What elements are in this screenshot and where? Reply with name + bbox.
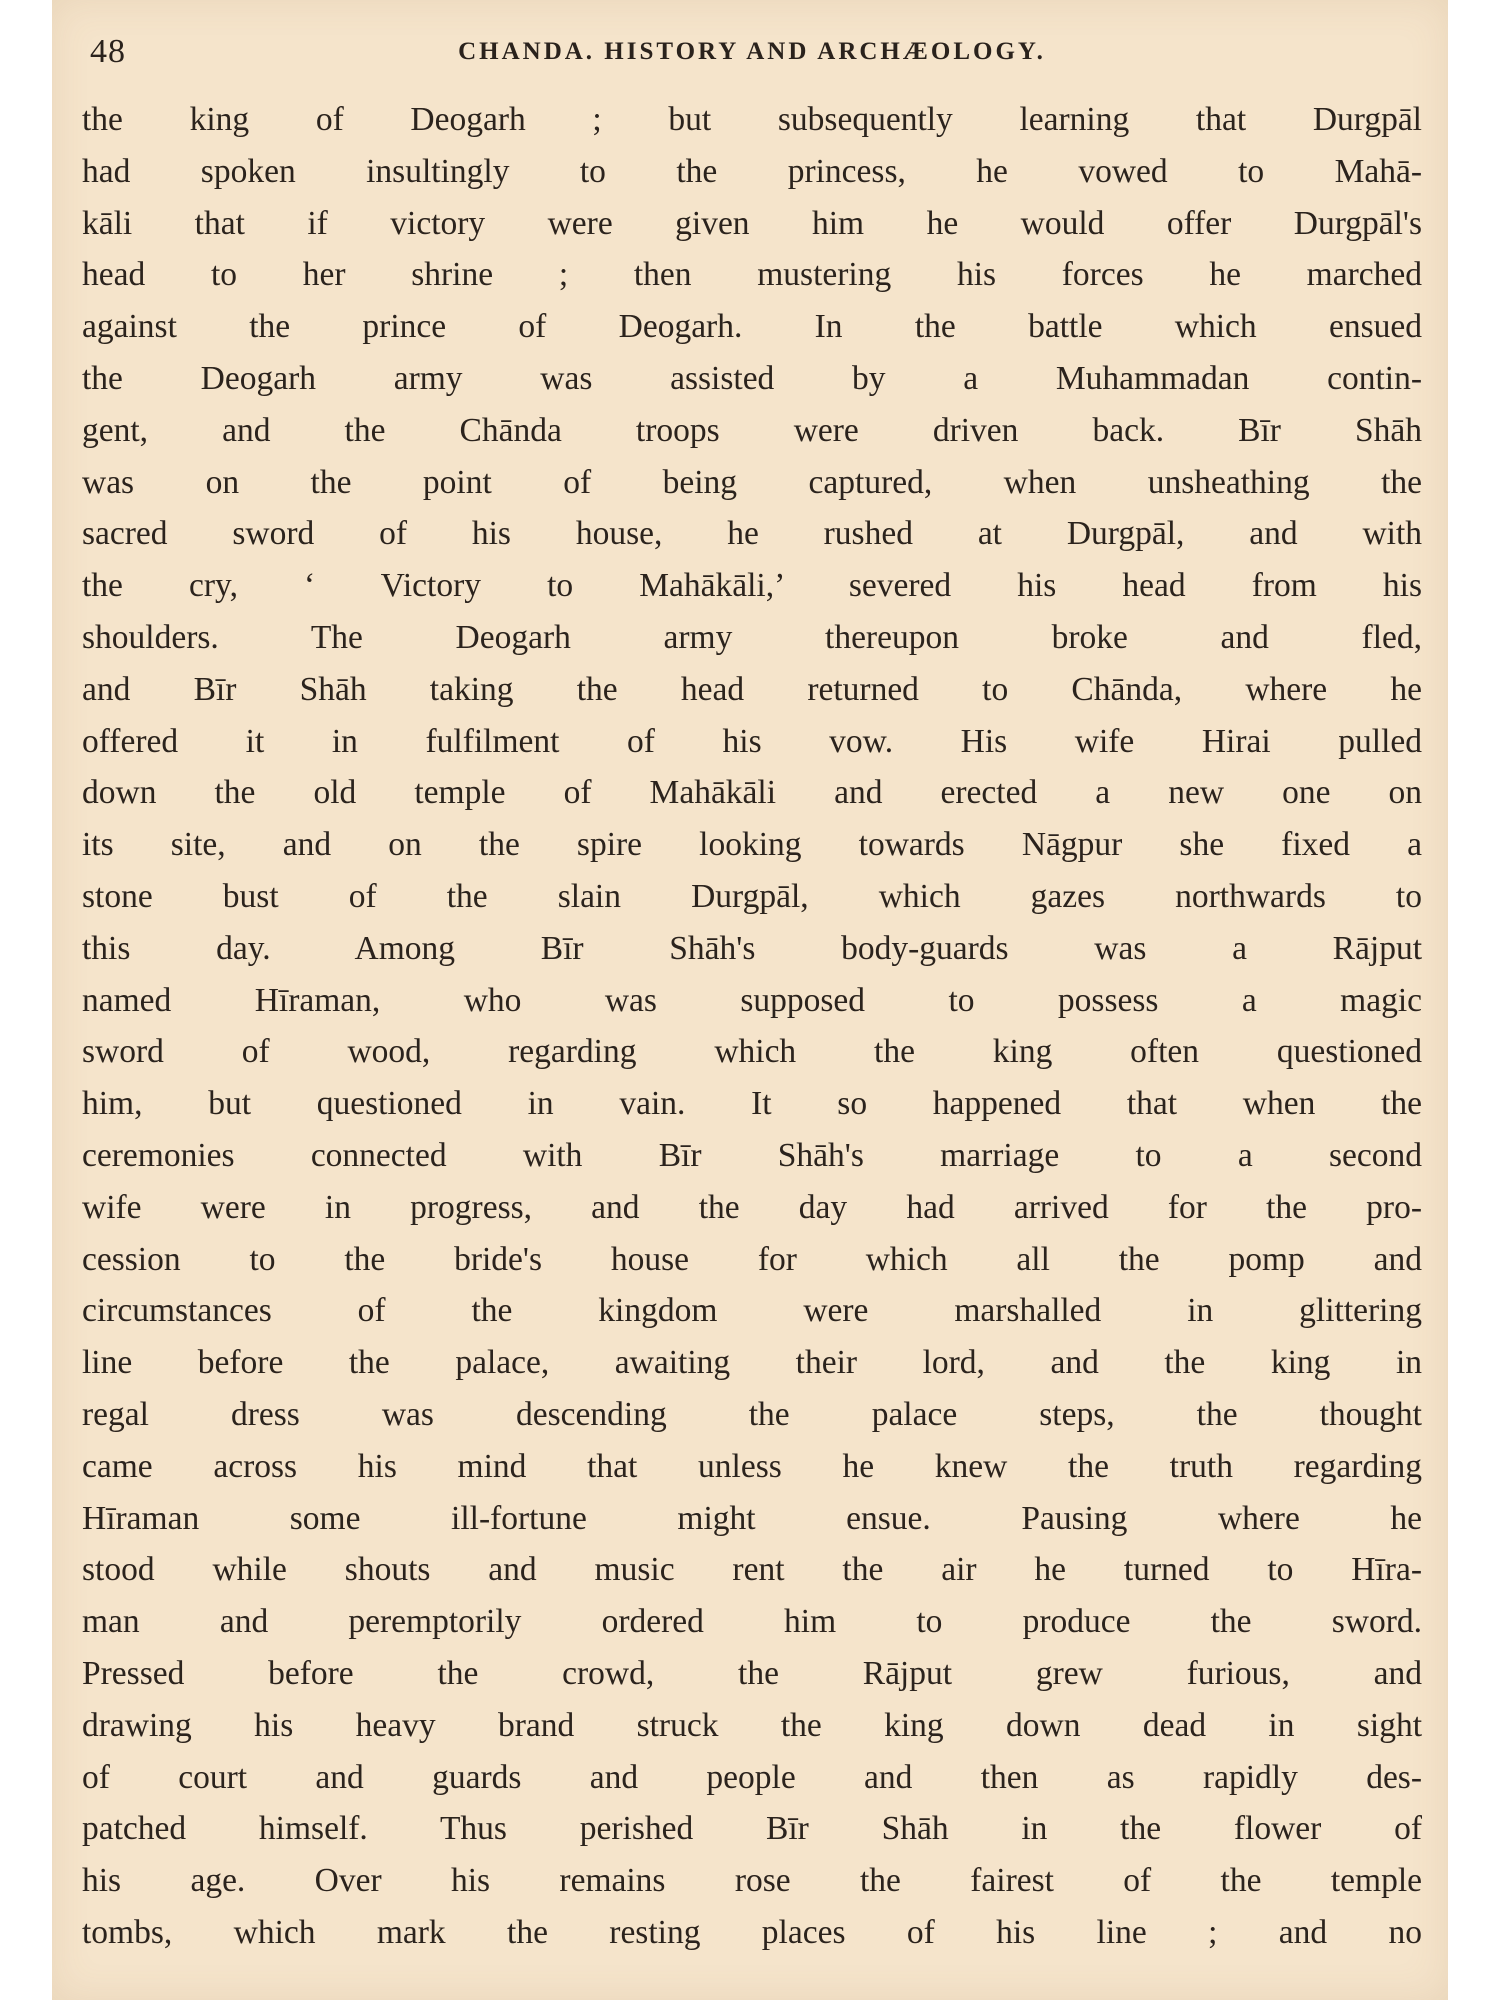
text-line: Hīraman some ill-fortune might ensue. Pausing where he <box>82 1499 1422 1537</box>
text-line: man and peremptorily ordered him to produce the sword. <box>82 1603 1422 1641</box>
text-line: against the prince of Deogarh. In the battle which ensued <box>82 308 1422 346</box>
text-line: of court and guards and people and then as rapidly des- <box>82 1758 1422 1796</box>
text-line: cession to the bride's house for which all the pomp and <box>82 1240 1422 1278</box>
text-line: circumstances of the kingdom were marshalled in glittering <box>82 1292 1422 1330</box>
book-page <box>52 0 1448 2000</box>
text-line: the king of Deogarh ; but subsequently learning that Durgpāl <box>82 101 1422 138</box>
text-line: stood while shouts and music rent the air he turned to Hīra- <box>82 1551 1422 1589</box>
page-number: 48 <box>90 33 126 70</box>
text-line: tombs, which mark the resting places of his line ; and no <box>82 1913 1422 1951</box>
text-line: had spoken insultingly to the princess, he vowed to Mahā- <box>82 152 1422 190</box>
text-line: stone bust of the slain Durgpāl, which gazes northwards to <box>82 877 1422 915</box>
body-text <box>82 94 1422 1959</box>
text-line: its site, and on the spire looking towards Nāgpur she fixed a <box>82 826 1422 864</box>
text-line: his age. Over his remains rose the fairest of the temple <box>82 1862 1422 1900</box>
text-line: kāli that if victory were given him he would offer Durgpāl's <box>82 204 1422 242</box>
text-line: named Hīraman, who was supposed to possess a magic <box>82 981 1422 1019</box>
text-line: the Deogarh army was assisted by a Muhammadan contin- <box>82 359 1422 397</box>
text-line: ceremonies connected with Bīr Shāh's marriage to a second <box>82 1136 1422 1174</box>
text-line: this day. Among Bīr Shāh's body-guards was a Rājput <box>82 929 1422 967</box>
text-line: him, but questioned in vain. It so happened that when the <box>82 1085 1422 1123</box>
running-head: CHANDA. HISTORY AND ARCHÆOLOGY. <box>458 38 1046 65</box>
text-line: patched himself. Thus perished Bīr Shāh in the flower of <box>82 1810 1422 1848</box>
text-line: Pressed before the crowd, the Rājput grew furious, and <box>82 1654 1422 1692</box>
text-line: sword of wood, regarding which the king often questioned <box>82 1033 1422 1071</box>
text-line: sacred sword of his house, he rushed at Durgpāl, and with <box>82 515 1422 553</box>
text-line: line before the palace, awaiting their lord, and the king in <box>82 1344 1422 1382</box>
text-line: head to her shrine ; then mustering his forces he marched <box>82 256 1422 294</box>
text-line: the cry, ‘ Victory to Mahākāli,’ severed his head from his <box>82 567 1422 605</box>
page-header <box>82 22 1422 82</box>
text-line: offered it in fulfilment of his vow. His wife Hirai pulled <box>82 722 1422 760</box>
text-line: was on the point of being captured, when unsheathing the <box>82 463 1422 501</box>
text-line: regal dress was descending the palace steps, the thought <box>82 1395 1422 1433</box>
text-line: shoulders. The Deogarh army thereupon broke and fled, <box>82 618 1422 656</box>
text-line: drawing his heavy brand struck the king down dead in sight <box>82 1706 1422 1744</box>
text-line: gent, and the Chānda troops were driven back. Bīr Shāh <box>82 411 1422 449</box>
text-line: down the old temple of Mahākāli and erected a new one on <box>82 774 1422 812</box>
text-line: and Bīr Shāh taking the head returned to Chānda, where he <box>82 670 1422 708</box>
text-line: came across his mind that unless he knew the truth regarding <box>82 1447 1422 1485</box>
text-line: wife were in progress, and the day had arrived for the pro- <box>82 1188 1422 1226</box>
